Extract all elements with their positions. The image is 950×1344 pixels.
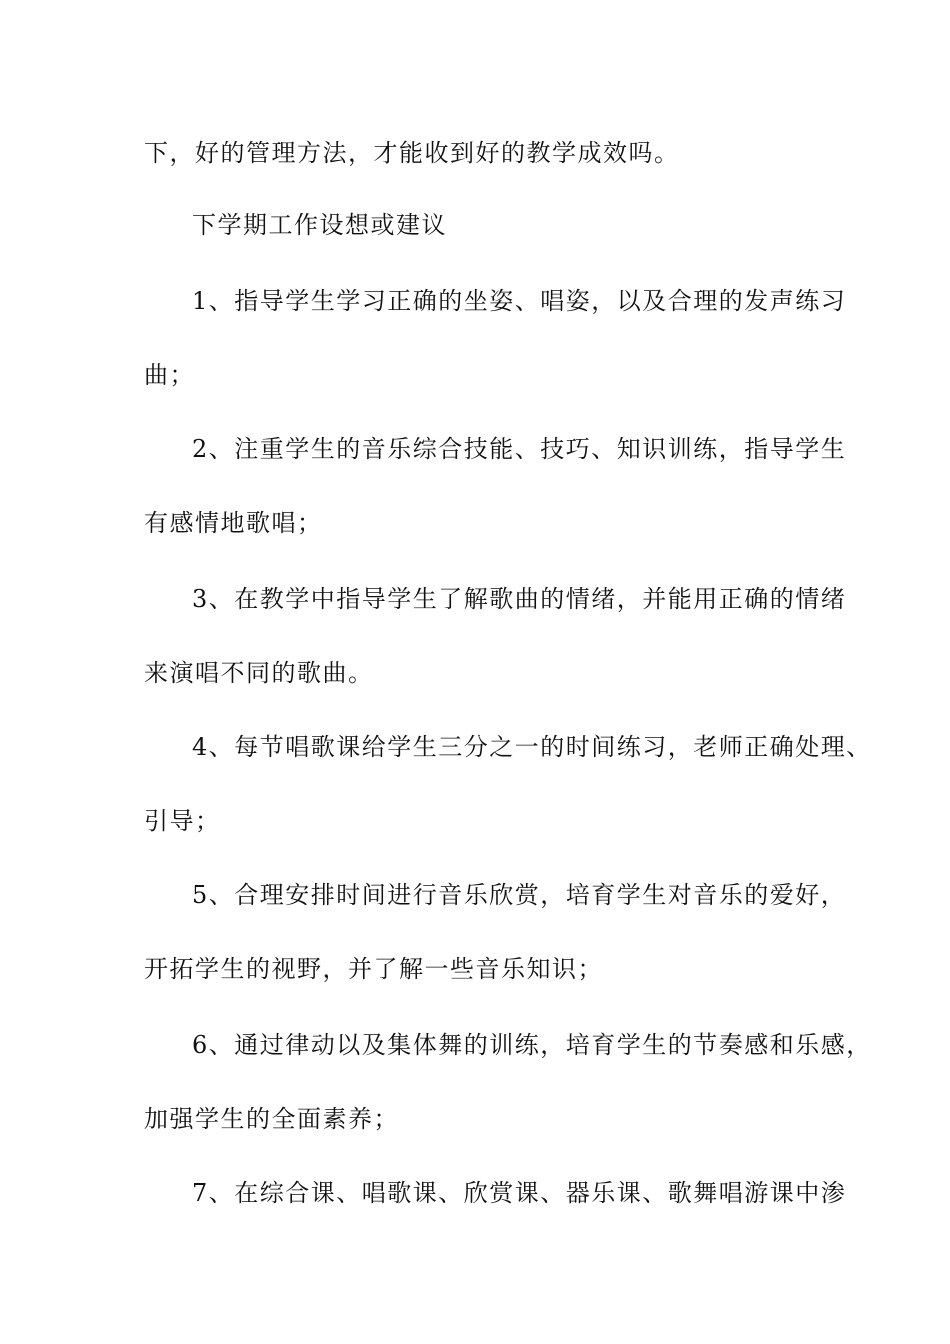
list-item-2-line-2: 有感情地歌唱；	[144, 509, 323, 537]
list-item-5-line-1: 5、合理安排时间进行音乐欣赏，培育学生对音乐的爱好，	[192, 881, 847, 909]
list-item-6-line-1: 6、通过律动以及集体舞的训练，培育学生的节奏感和乐感，	[192, 1031, 872, 1059]
section-heading: 下学期工作设想或建议	[192, 211, 447, 239]
list-item-7-line-1: 7、在综合课、唱歌课、欣赏课、器乐课、歌舞唱游课中渗	[192, 1179, 847, 1207]
list-item-6-line-2: 加强学生的全面素养；	[144, 1105, 399, 1133]
list-item-4-line-1: 4、每节唱歌课给学生三分之一的时间练习，老师正确处理、	[192, 733, 872, 761]
list-item-3-line-2: 来演唱不同的歌曲。	[144, 659, 374, 687]
paragraph-continuation: 下，好的管理方法，才能收到好的教学成效吗。	[144, 139, 680, 167]
list-item-1-line-1: 1、指导学生学习正确的坐姿、唱姿，以及合理的发声练习	[192, 287, 847, 315]
list-item-2-line-1: 2、注重学生的音乐综合技能、技巧、知识训练，指导学生	[192, 435, 847, 463]
list-item-5-line-2: 开拓学生的视野，并了解一些音乐知识；	[144, 955, 603, 983]
list-item-1-line-2: 曲；	[144, 361, 195, 389]
list-item-4-line-2: 引导；	[144, 807, 221, 835]
list-item-3-line-1: 3、在教学中指导学生了解歌曲的情绪，并能用正确的情绪	[192, 585, 847, 613]
